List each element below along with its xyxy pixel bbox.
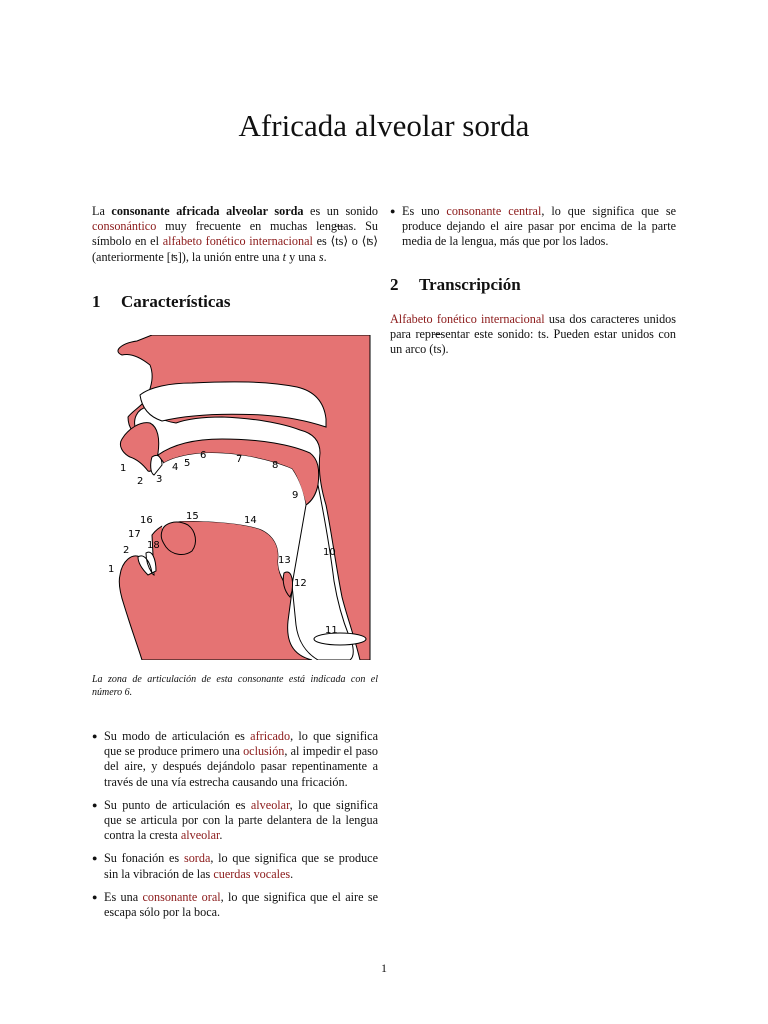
label-1-upper: 1 xyxy=(120,463,127,474)
intro-text: muy frecuente en muchas lenguas. Su símbolo en el xyxy=(92,219,378,249)
label-10: 10 xyxy=(323,547,336,558)
list-text: Su modo de articulación es xyxy=(104,729,251,743)
bullet-icon: ● xyxy=(92,731,98,741)
vocal-tract-diagram xyxy=(92,335,378,660)
link-alveolar[interactable]: alveolar xyxy=(250,797,290,812)
label-13: 13 xyxy=(278,555,291,566)
section-heading-transcripcion xyxy=(390,275,521,295)
label-9: 9 xyxy=(292,490,299,501)
list-text: , lo que significa que se produce dejando el aire pasar por encima de la parte media de la lengua, más que por los lados. xyxy=(402,204,677,249)
central-list xyxy=(390,204,676,250)
intro-text: La xyxy=(92,204,112,218)
intro-text: es ⟨ xyxy=(312,234,336,249)
page-number: 1 xyxy=(381,961,387,975)
section-number: 2 xyxy=(390,275,399,294)
figure-caption: La zona de articulación de esta consonante está indicada con el número 6. xyxy=(92,674,378,698)
letter-s: s xyxy=(318,249,324,264)
letter-t: t xyxy=(282,249,287,264)
list-text: Es una xyxy=(104,889,143,904)
link-alveolar-2[interactable]: alveolar xyxy=(180,828,220,843)
ipa-symbol-tied: ⁀ ts xyxy=(433,342,441,357)
label-16: 16 xyxy=(140,515,153,526)
list-item xyxy=(92,798,378,844)
link-consonante-central[interactable]: consonante central xyxy=(446,204,542,218)
link-alfabeto-fonetico-internacional[interactable]: Alfabeto fonético internacional xyxy=(390,312,545,326)
label-17: 17 xyxy=(128,529,141,540)
link-cuerdas-vocales[interactable]: cuerdas vocales xyxy=(213,866,291,881)
label-4: 4 xyxy=(172,462,179,473)
intro-text: y una xyxy=(286,249,319,264)
label-11: 11 xyxy=(325,625,338,636)
ipa-symbol-ligature: ʦ xyxy=(366,234,374,249)
section-title: Características xyxy=(121,292,231,311)
list-text: . xyxy=(219,828,223,843)
link-consonante-oral[interactable]: consonante oral xyxy=(142,889,221,904)
label-2-lower: 2 xyxy=(123,545,130,556)
label-14: 14 xyxy=(244,515,257,526)
label-1-lower: 1 xyxy=(108,564,115,575)
characteristics-list xyxy=(92,729,378,920)
label-6: 6 xyxy=(200,450,207,461)
list-text: , lo que significa que el aire se escapa sólo por la boca. xyxy=(104,889,378,920)
intro-text: . xyxy=(323,249,327,264)
link-alfabeto-fonetico[interactable]: alfabeto fonético internacional xyxy=(162,234,313,249)
vocal-folds xyxy=(314,633,366,645)
list-item xyxy=(92,851,378,881)
label-7: 7 xyxy=(236,454,243,465)
list-text: Su punto de articulación es xyxy=(104,797,251,812)
page-title: Africada alveolar sorda xyxy=(238,108,530,143)
section-number: 1 xyxy=(92,292,101,311)
link-africado[interactable]: africado xyxy=(250,729,291,743)
list-text: . xyxy=(290,866,294,881)
intro-paragraph xyxy=(92,204,378,265)
transcription-text: usa dos caracteres unidos para representar este sonido: ts. Pueden estar unidos con un arco ( xyxy=(390,312,677,357)
label-15: 15 xyxy=(186,511,199,522)
list-text: Su fonación es xyxy=(104,851,184,866)
bullet-icon: ● xyxy=(92,891,98,902)
list-text: , lo que significa que se articula por con la parte delantera de la lengua contra la cresta xyxy=(104,797,378,843)
list-text: , lo que significa que se produce primero una xyxy=(104,729,378,759)
bullet-icon: ● xyxy=(92,853,98,864)
label-18: 18 xyxy=(147,540,160,551)
list-text: Es uno xyxy=(402,204,447,218)
list-item xyxy=(92,729,378,790)
list-item xyxy=(390,204,676,250)
link-consonantico[interactable]: consonántico xyxy=(92,219,157,234)
list-item xyxy=(92,890,378,920)
intro-text: ⟩ (anteriormente [ʦ]), la unión entre una xyxy=(92,234,379,264)
intro-bold-term: consonante africada alveolar sorda xyxy=(111,204,304,218)
intro-text: es un sonido xyxy=(303,204,378,218)
transcription-text: ). xyxy=(441,342,449,357)
list-text: , lo que significa que se produce sin la vibración de las xyxy=(104,851,379,881)
label-3: 3 xyxy=(156,474,163,485)
ipa-symbol-tied: ⁀ ts xyxy=(335,234,343,249)
intro-text: ⟩ o ⟨ xyxy=(343,234,367,249)
bullet-icon: ● xyxy=(92,799,98,810)
list-text: , al impedir el paso del aire, y después dejándolo pasar repentinamente a través de una vía estrecha causando una fricación. xyxy=(104,744,378,789)
label-5: 5 xyxy=(184,458,191,469)
link-oclusion[interactable]: oclusión xyxy=(243,744,285,759)
section-heading-caracteristicas xyxy=(92,292,231,312)
label-8: 8 xyxy=(272,460,279,471)
bullet-icon: ● xyxy=(390,206,396,216)
label-2-upper: 2 xyxy=(137,476,144,487)
link-sorda[interactable]: sorda xyxy=(183,851,211,866)
transcription-paragraph xyxy=(390,312,676,358)
label-12: 12 xyxy=(294,578,307,589)
section-title: Transcripción xyxy=(419,275,521,294)
